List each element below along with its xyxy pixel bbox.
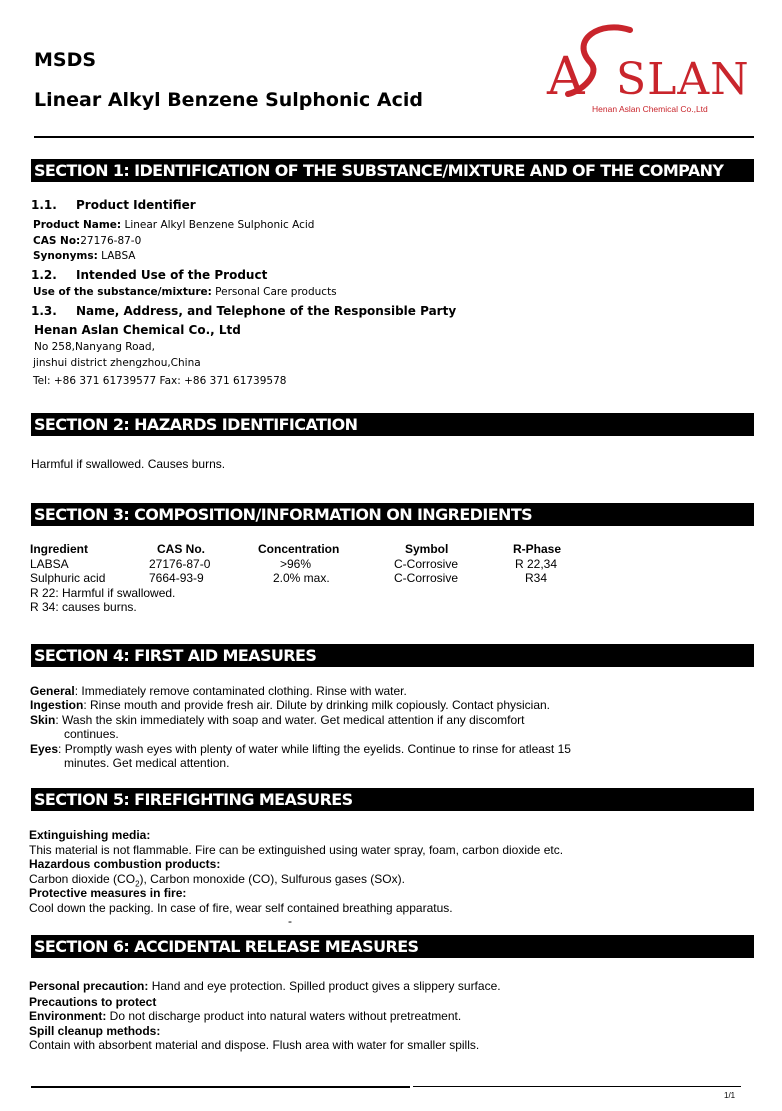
section-5-title: SECTION 5: FIREFIGHTING MEASURES bbox=[34, 790, 353, 809]
hazardous-label-text: Hazardous combustion products: bbox=[29, 857, 221, 871]
extinguishing-label-text: Extinguishing media: bbox=[29, 828, 151, 842]
synonyms-line bbox=[33, 250, 136, 262]
subsection-title: Intended Use of the Product bbox=[76, 268, 268, 282]
section-3-header bbox=[31, 503, 754, 526]
first-aid-general bbox=[30, 684, 407, 698]
col-header-symbol: Symbol bbox=[405, 542, 449, 556]
skin-text: : Wash the skin immediately with soap and water. Get medical attention if any discomfort bbox=[55, 713, 525, 727]
risk-note-r22: R 22: Harmful if swallowed. bbox=[30, 586, 176, 600]
spill-text: Contain with absorbent material and dispose. Flush area with water for smaller spills. bbox=[29, 1038, 480, 1052]
table-cell: 2.0% max. bbox=[273, 571, 330, 585]
environment-text: Do not discharge product into natural waters without pretreatment. bbox=[106, 1009, 462, 1023]
cas-label: CAS No: bbox=[33, 235, 81, 247]
synonyms-label: Synonyms: bbox=[33, 250, 98, 262]
first-aid-ingestion bbox=[30, 698, 550, 712]
use-value: Personal Care products bbox=[215, 286, 337, 298]
personal-precaution bbox=[29, 979, 501, 993]
first-aid-eyes bbox=[30, 742, 571, 756]
table-cell: C-Corrosive bbox=[394, 571, 459, 585]
footer-rule-left bbox=[31, 1086, 410, 1088]
table-cell: LABSA bbox=[30, 557, 69, 571]
section-2-title: SECTION 2: HAZARDS IDENTIFICATION bbox=[34, 415, 358, 434]
hazardous-text-sub: 2 bbox=[135, 879, 140, 889]
address-line-2: jinshui district zhengzhou,China bbox=[33, 357, 201, 369]
table-cell: 27176-87-0 bbox=[149, 557, 211, 571]
section-1-header bbox=[31, 159, 754, 182]
precautions-label-text: Precautions to protect bbox=[29, 995, 157, 1009]
section-5-header bbox=[31, 788, 754, 811]
address-line-1: No 258,Nanyang Road, bbox=[34, 341, 155, 353]
dash-mark: - bbox=[288, 914, 292, 928]
table-cell: R 22,34 bbox=[515, 557, 558, 571]
section-6-header bbox=[31, 935, 754, 958]
phone-line: Tel: +86 371 61739577 Fax: +86 371 61739578 bbox=[33, 375, 287, 387]
personal-text: Hand and eye protection. Spilled product gives a slippery surface. bbox=[148, 979, 501, 993]
eyes-text: : Promptly wash eyes with plenty of water while lifting the eyelids. Continue to rinse for atleast 15 bbox=[58, 742, 571, 756]
protective-label bbox=[29, 886, 186, 900]
logo-letter-a: A bbox=[547, 47, 585, 107]
company-name: Henan Aslan Chemical Co., Ltd bbox=[34, 323, 241, 337]
subsection-1-3 bbox=[31, 304, 456, 318]
ingestion-text: : Rinse mouth and provide fresh air. Dilute by drinking milk copiously. Contact physician. bbox=[83, 698, 551, 712]
environment-label: Environment: bbox=[29, 1009, 107, 1023]
general-text: : Immediately remove contaminated clothing. Rinse with water. bbox=[74, 684, 407, 698]
table-cell: C-Corrosive bbox=[394, 557, 459, 571]
product-name-label: Product Name: bbox=[33, 219, 122, 231]
first-aid-skin bbox=[30, 713, 524, 727]
subsection-title: Product Identifier bbox=[76, 198, 196, 212]
ingestion-label: Ingestion bbox=[30, 698, 84, 712]
extinguishing-label bbox=[29, 828, 150, 842]
spill-label-text: Spill cleanup methods: bbox=[29, 1024, 161, 1038]
cas-value: 27176-87-0 bbox=[80, 235, 142, 247]
product-name-value: Linear Alkyl Benzene Sulphonic Acid bbox=[124, 219, 315, 231]
section-4-header bbox=[31, 644, 754, 667]
first-aid-skin-continued: continues. bbox=[64, 727, 119, 741]
subsection-1-2 bbox=[31, 268, 267, 282]
subsection-title: Name, Address, and Telephone of the Responsible Party bbox=[76, 304, 457, 318]
hazardous-text-b: ), Carbon monoxide (CO), Sulfurous gases (SOx). bbox=[139, 872, 405, 886]
protective-label-text: Protective measures in fire: bbox=[29, 886, 187, 900]
extinguishing-text: This material is not flammable. Fire can be extinguished using water spray, foam, carbon dioxide etc. bbox=[29, 843, 564, 857]
section-6-title: SECTION 6: ACCIDENTAL RELEASE MEASURES bbox=[34, 937, 419, 956]
section-2-header bbox=[31, 413, 754, 436]
col-header-concentration: Concentration bbox=[258, 542, 340, 556]
protective-text: Cool down the packing. In case of fire, wear self contained breathing apparatus. bbox=[29, 901, 453, 915]
skin-label: Skin bbox=[30, 713, 56, 727]
subsection-number: 1.2. bbox=[31, 268, 57, 282]
use-line bbox=[33, 286, 337, 298]
page-number: 1/1 bbox=[724, 1091, 736, 1100]
col-header-ingredient: Ingredient bbox=[30, 542, 89, 556]
cas-line bbox=[33, 235, 141, 247]
section-4-title: SECTION 4: FIRST AID MEASURES bbox=[34, 646, 317, 665]
subsection-number: 1.3. bbox=[31, 304, 57, 318]
header-divider bbox=[34, 136, 754, 138]
synonyms-value: LABSA bbox=[101, 250, 136, 262]
product-title: Linear Alkyl Benzene Sulphonic Acid bbox=[34, 89, 423, 111]
logo-wordmark: SLAN bbox=[616, 54, 750, 105]
spill-label bbox=[29, 1024, 160, 1038]
hazardous-text-a: Carbon dioxide (CO bbox=[29, 872, 136, 886]
risk-note-r34: R 34: causes burns. bbox=[30, 600, 137, 614]
environment-line bbox=[29, 1009, 461, 1023]
col-header-rphase: R-Phase bbox=[513, 542, 562, 556]
table-cell: >96% bbox=[280, 557, 312, 571]
subsection-number: 1.1. bbox=[31, 198, 57, 212]
eyes-label: Eyes bbox=[30, 742, 59, 756]
logo-subtitle: Henan Aslan Chemical Co.,Ltd bbox=[592, 104, 708, 114]
section-3-title: SECTION 3: COMPOSITION/INFORMATION ON INGREDIENTS bbox=[34, 505, 533, 524]
precautions-label bbox=[29, 995, 156, 1009]
footer-rule-right bbox=[413, 1086, 741, 1087]
hazardous-label bbox=[29, 857, 220, 871]
product-name-line bbox=[33, 219, 314, 231]
table-cell: 7664-93-9 bbox=[149, 571, 204, 585]
general-label: General bbox=[30, 684, 75, 698]
personal-label: Personal precaution: bbox=[29, 979, 149, 993]
table-cell: Sulphuric acid bbox=[30, 571, 106, 585]
hazards-text: Harmful if swallowed. Causes burns. bbox=[31, 457, 226, 471]
table-cell: R34 bbox=[525, 571, 548, 585]
use-label: Use of the substance/mixture: bbox=[33, 286, 212, 298]
section-1-title: SECTION 1: IDENTIFICATION OF THE SUBSTANCE/MIXTURE AND OF THE COMPANY bbox=[34, 161, 724, 180]
doc-type-title: MSDS bbox=[34, 49, 97, 71]
col-header-cas: CAS No. bbox=[157, 542, 205, 556]
subsection-1-1 bbox=[31, 198, 196, 212]
first-aid-eyes-continued: minutes. Get medical attention. bbox=[64, 756, 230, 770]
